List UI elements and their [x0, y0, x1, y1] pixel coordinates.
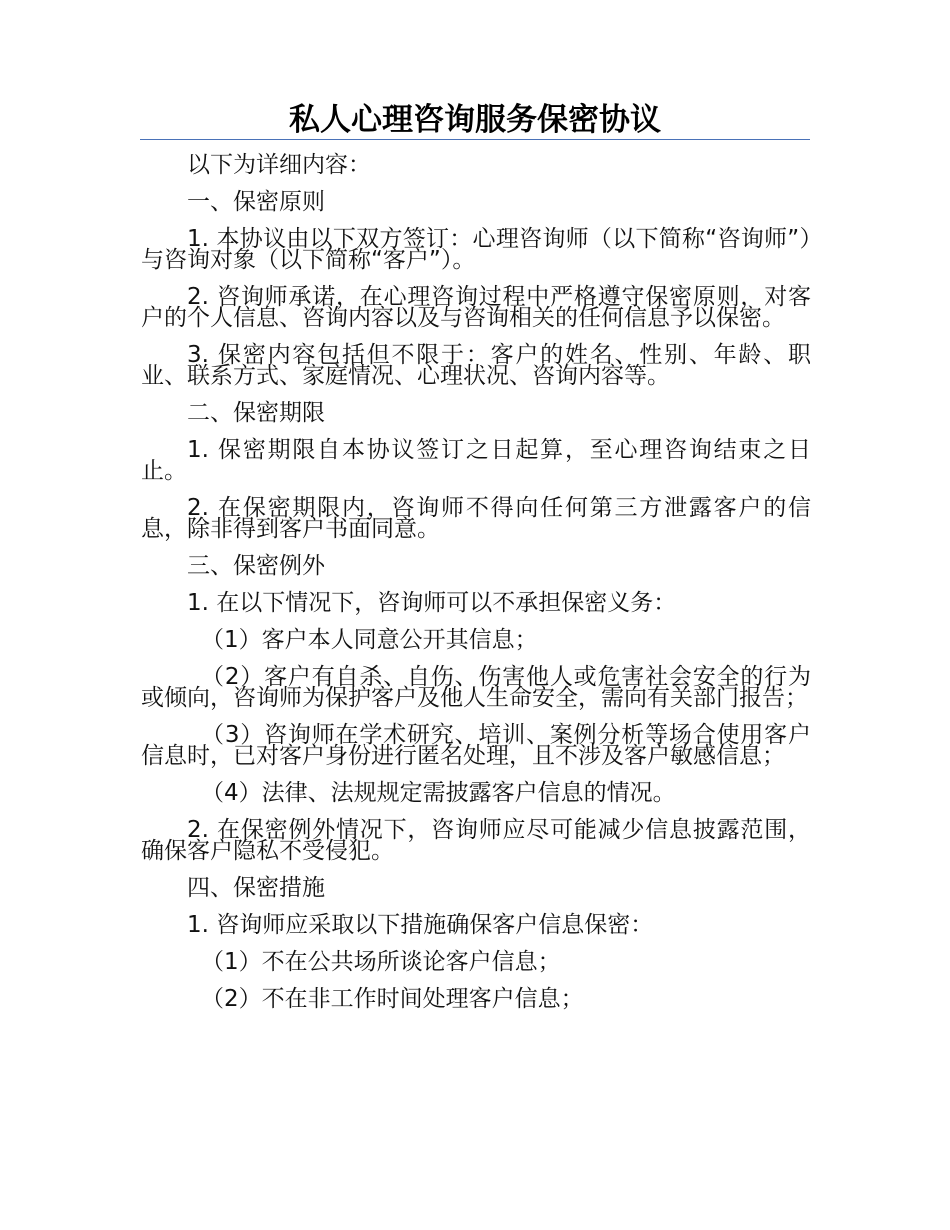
section-heading-1: 一、保密原则 — [187, 189, 325, 215]
exception-item-2: （2）客户有自杀、自伤、伤害他人或危害社会安全的行为或倾向，咨询师为保护客户及他人生命安全，需向有关部门报告； — [141, 664, 811, 711]
clause-2-2: 2. 在保密期限内，咨询师不得向任何第三方泄露客户的信息，除非得到客户书面同意。 — [141, 495, 811, 542]
document-title: 私人心理咨询服务保密协议 — [289, 102, 661, 138]
section-heading-3: 三、保密例外 — [187, 553, 325, 579]
clause-1-1: 1. 本协议由以下双方签订：心理咨询师（以下简称“咨询师”）与咨询对象（以下简称“客户”）。 — [141, 226, 811, 273]
section-heading-2: 二、保密期限 — [187, 400, 325, 426]
clause-3-1: 1. 在以下情况下，咨询师可以不承担保密义务： — [187, 590, 677, 616]
clause-1-3: 3. 保密内容包括但不限于：客户的姓名、性别、年龄、职业、联系方式、家庭情况、心理状况、咨询内容等。 — [141, 342, 811, 389]
clause-1-2: 2. 咨询师承诺，在心理咨询过程中严格遵守保密原则，对客户的个人信息、咨询内容以及与咨询相关的任何信息予以保密。 — [141, 284, 811, 331]
exception-item-4: （4）法律、法规规定需披露客户信息的情况。 — [201, 780, 676, 806]
section-heading-4: 四、保密措施 — [187, 875, 325, 901]
clause-3-2: 2. 在保密例外情况下，咨询师应尽可能减少信息披露范围，确保客户隐私不受侵犯。 — [141, 817, 811, 864]
intro-line: 以下为详细内容： — [187, 152, 371, 178]
measure-item-2: （2）不在非工作时间处理客户信息； — [201, 986, 584, 1012]
clause-2-1: 1. 保密期限自本协议签订之日起算，至心理咨询结束之日止。 — [141, 437, 811, 484]
exception-item-1: （1）客户本人同意公开其信息； — [201, 627, 538, 653]
title-underline — [140, 139, 810, 140]
clause-4-1: 1. 咨询师应采取以下措施确保客户信息保密： — [187, 912, 654, 938]
exception-item-3: （3）咨询师在学术研究、培训、案例分析等场合使用客户信息时，已对客户身份进行匿名处理，且不涉及客户敏感信息； — [141, 722, 811, 769]
measure-item-1: （1）不在公共场所谈论客户信息； — [201, 949, 561, 975]
document-body — [141, 152, 811, 1026]
